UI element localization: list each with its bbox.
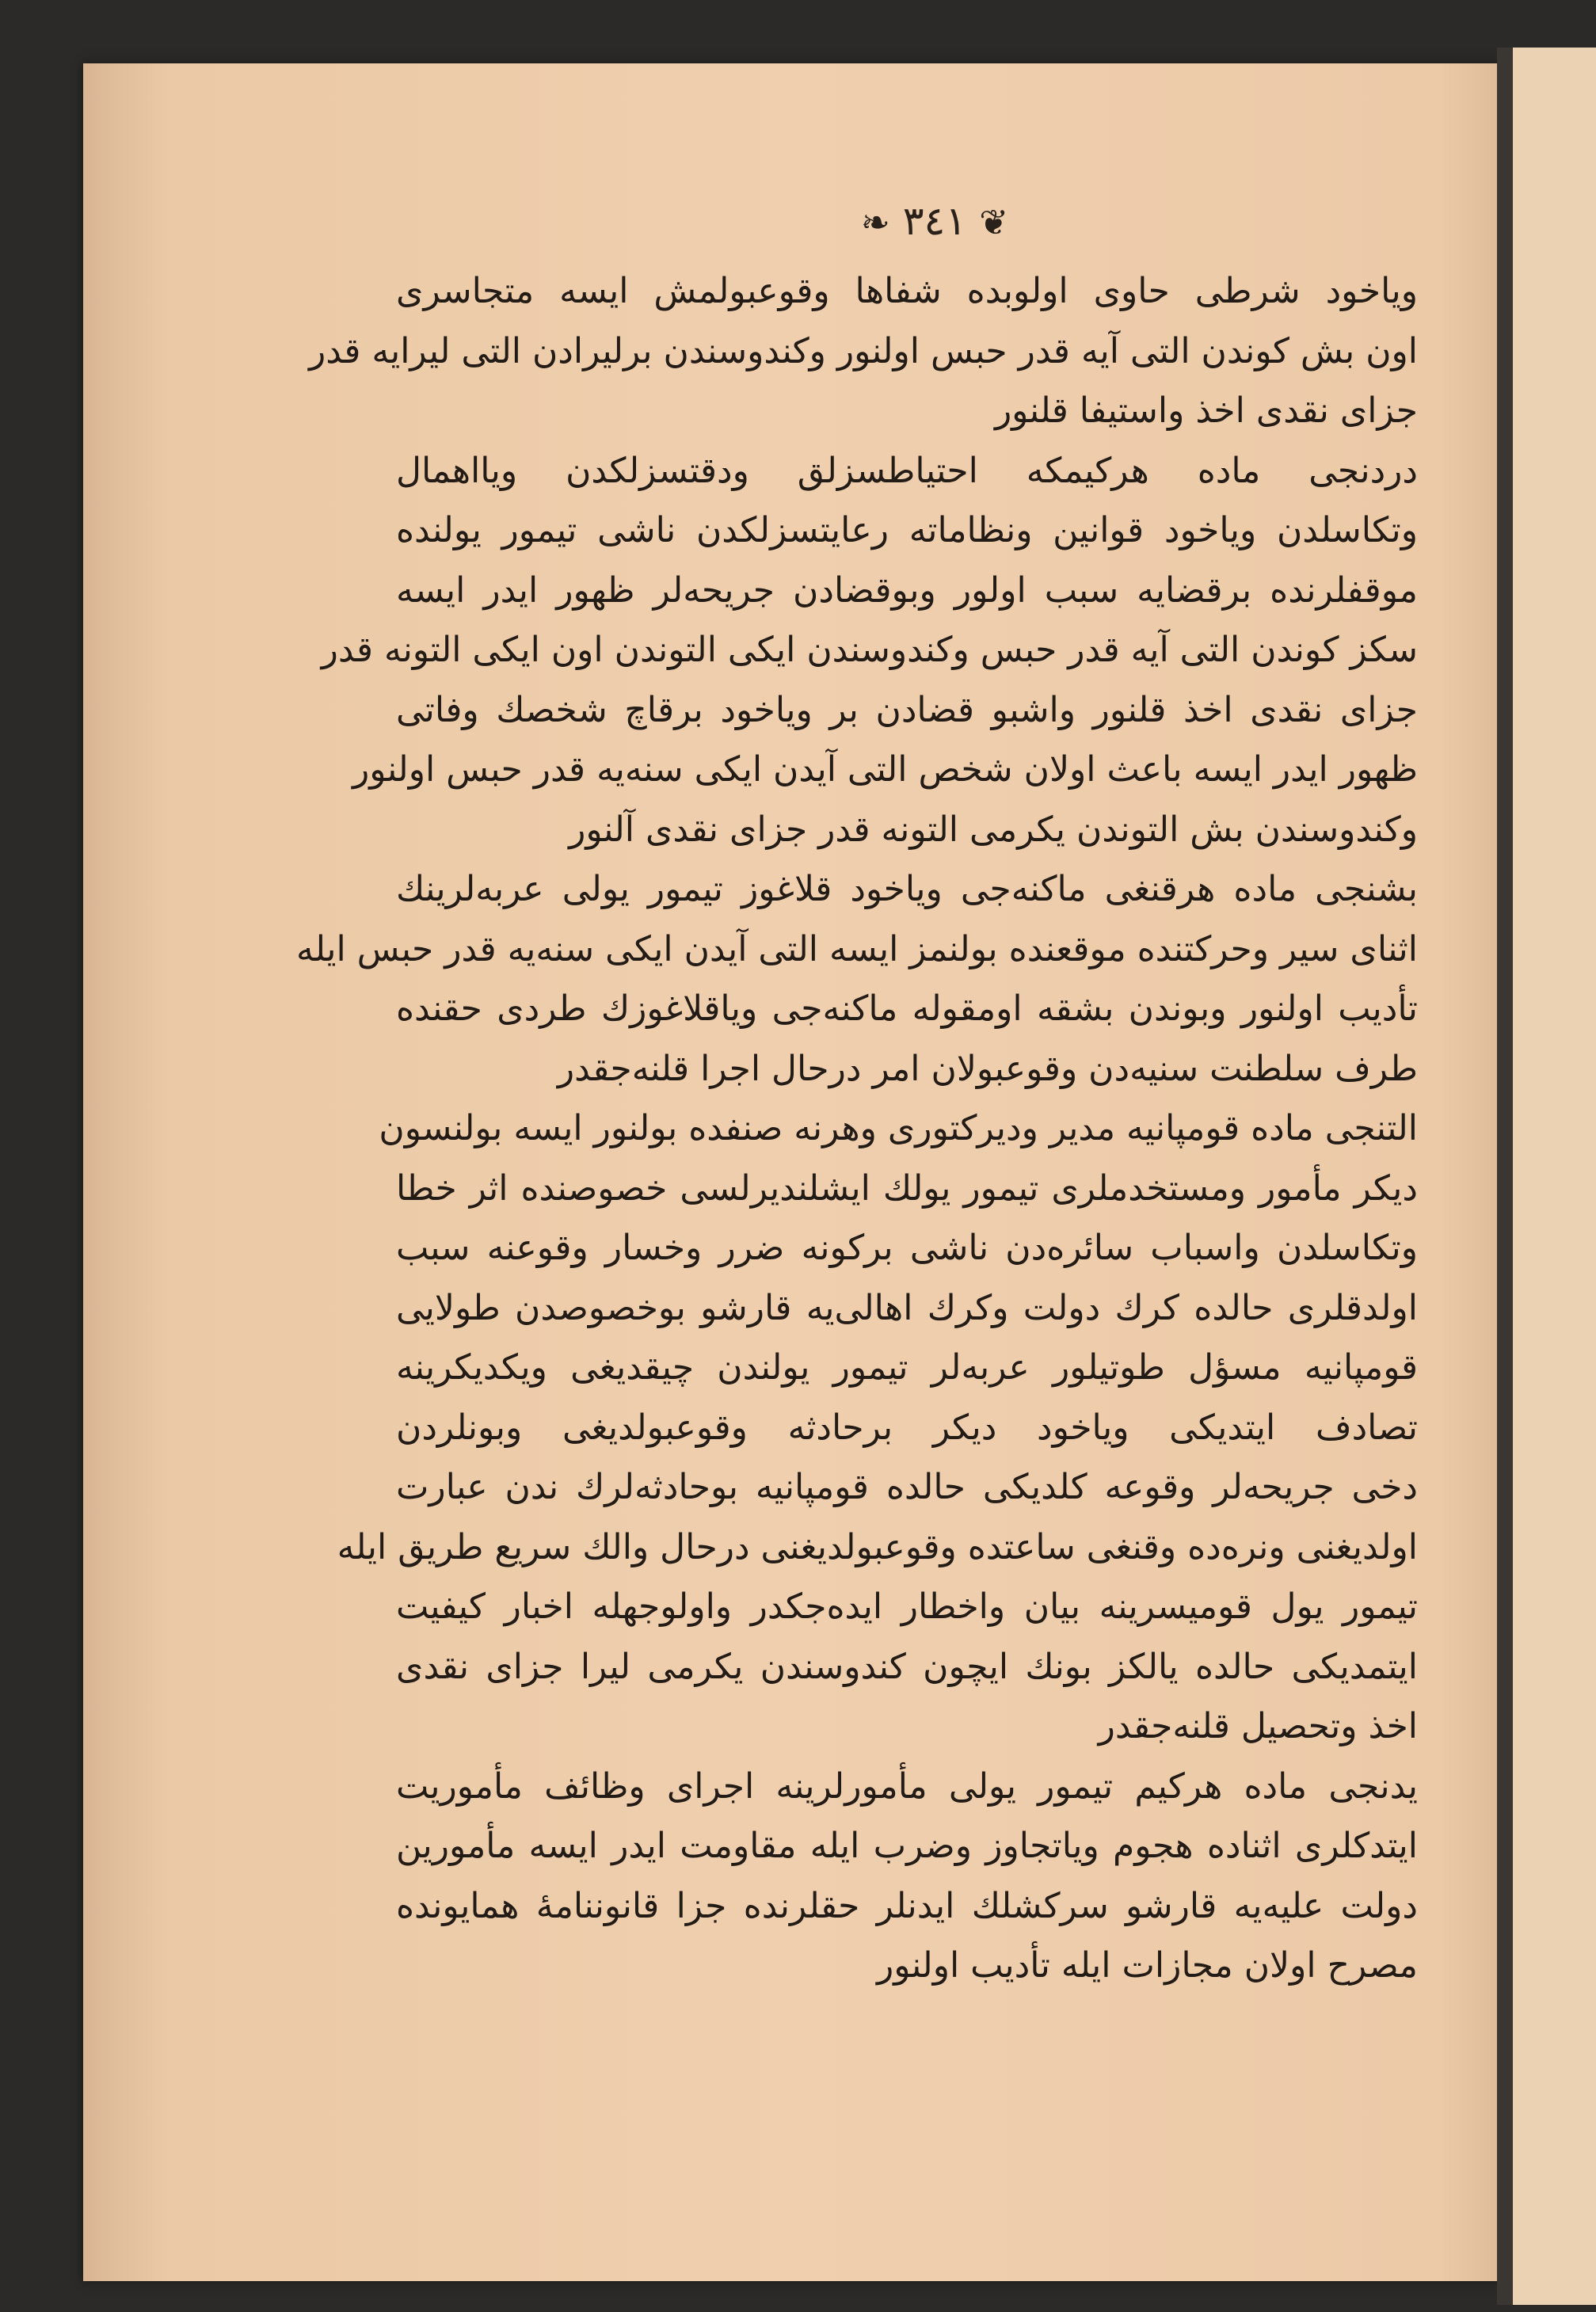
ornament-icon: ❧ — [860, 203, 890, 243]
text-line: قومپانیه مسؤل طوتیلور عربه‌لر تیمور یولندن چیقدیغی ویکدیکرینه — [396, 1347, 1418, 1388]
text-line: دخی جریحه‌لر وقوعه کلدیکی حالده قومپانیه بوحادثه‌لرك ندن عبارت — [396, 1467, 1418, 1507]
text-line: سکز کوندن التی آیه قدر حبس وکندوسندن ایکی التوندن اون ایکی التونه قدر — [321, 630, 1418, 670]
text-line: تصادف ایتدیکی وياخود دیکر برحادثه وقوعبولدیغی وبونلردن — [396, 1407, 1418, 1448]
text-line: ایتمدیکی حالده یالکز بونك ایچون کندوسندن یکرمی لیرا جزای نقدی — [396, 1646, 1418, 1687]
page-header — [840, 198, 1030, 244]
text-line: دولت علیه‌یه قارشو سرکشلك ایدنلر حقلرنده جزا قانوننامهٔ همایونده — [396, 1885, 1418, 1926]
text-line: اولدقلری حالده کرك دولت وکرك اهالی‌یه قارشو بوخصوصدن طولایی — [396, 1287, 1418, 1328]
text-line: دردنجی ماده هرکیمکه احتیاطسزلق ودقتسزلکدن ویااهمال — [396, 450, 1418, 491]
text-line: بشنجی ماده هرقنغی ماکنه‌جی وياخود قلاغوز تیمور یولی عربه‌لرینك — [396, 869, 1418, 909]
body-text — [296, 261, 1418, 1996]
text-line: یدنجی ماده هرکیم تیمور یولی مأمورلرینه اجرای وظائف مأموریت — [396, 1765, 1418, 1807]
text-line: ظهور ایدر ایسه باعث اولان شخص التی آیدن ایکی سنه‌یه قدر حبس اولنور — [352, 749, 1418, 790]
text-line: وياخود شرطی حاوی اولوبده شفاها وقوعبولمش ایسه متجاسری — [396, 271, 1418, 311]
text-line: التنجی ماده قومپانیه مدیر ودیرکتوری وهرنه صنفده بولنور ایسه بولنسون — [379, 1108, 1418, 1148]
adjacent-page-sliver — [1513, 48, 1596, 2305]
text-line: وتکاسلدن وياخود قوانین ونظاماته رعایتسزلکدن ناشی تیمور یولنده — [396, 510, 1418, 550]
text-line: جزای نقدی اخذ قلنور واشبو قضادن بر وياخود برقاچ شخصك وفاتی — [396, 689, 1418, 730]
text-line: طرف سلطنت سنیه‌دن وقوعبولان امر درحال اجرا قلنه‌جقدر — [557, 1048, 1418, 1089]
text-line: اون بش کوندن التی آیه قدر حبس اولنور وکندوسندن برلیرادن التی لیرایه قدر — [309, 330, 1418, 371]
text-line: اثنای سیر وحرکتنده موقعنده بولنمز ایسه التی آیدن ایکی سنه‌یه قدر حبس ایله — [296, 928, 1418, 969]
text-line: ایتدکلری اثناده هجوم وياتجاوز وضرب ایله مقاومت ایدر ایسه مأمورین — [396, 1826, 1418, 1866]
text-line: تأدیب اولنور وبوندن بشقه اومقوله ماکنه‌جی وياقلاغوزك طردی حقنده — [396, 988, 1418, 1029]
text-line: وکندوسندن بش التوندن یکرمی التونه قدر جزای نقدی آلنور — [569, 809, 1418, 850]
text-line: دیکر مأمور ومستخدملری تیمور یولك ایشلندیرلسی خصوصنده اثر خطا — [396, 1167, 1418, 1209]
text-line: موقفلرنده برقضایه سبب اولور وبوقضادن جریحه‌لر ظهور ایدر ایسه — [396, 569, 1418, 611]
text-line: اولدیغنی ونره‌ده وقنغی ساعتده وقوعبولدیغنی درحال والك سریع طریق ایله — [337, 1526, 1418, 1567]
text-line: تیمور یول قومیسرینه بیان واخطار ایده‌جکدر واولوجهله اخبار کیفیت — [396, 1586, 1418, 1627]
text-line: جزای نقدی اخذ واستیفا قلنور — [994, 390, 1418, 431]
text-line: وتکاسلدن واسباب سائره‌دن ناشی برکونه ضرر وخسار وقوعنه سبب — [396, 1228, 1418, 1268]
text-line: مصرح اولان مجازات ایله تأدیب اولنور — [877, 1945, 1418, 1986]
text-line: اخذ وتحصیل قلنه‌جقدر — [1098, 1706, 1418, 1746]
book-gutter — [1497, 48, 1513, 2305]
ornament-icon: ❦ — [979, 203, 1009, 243]
page-number: ٣٤١ — [902, 198, 967, 244]
